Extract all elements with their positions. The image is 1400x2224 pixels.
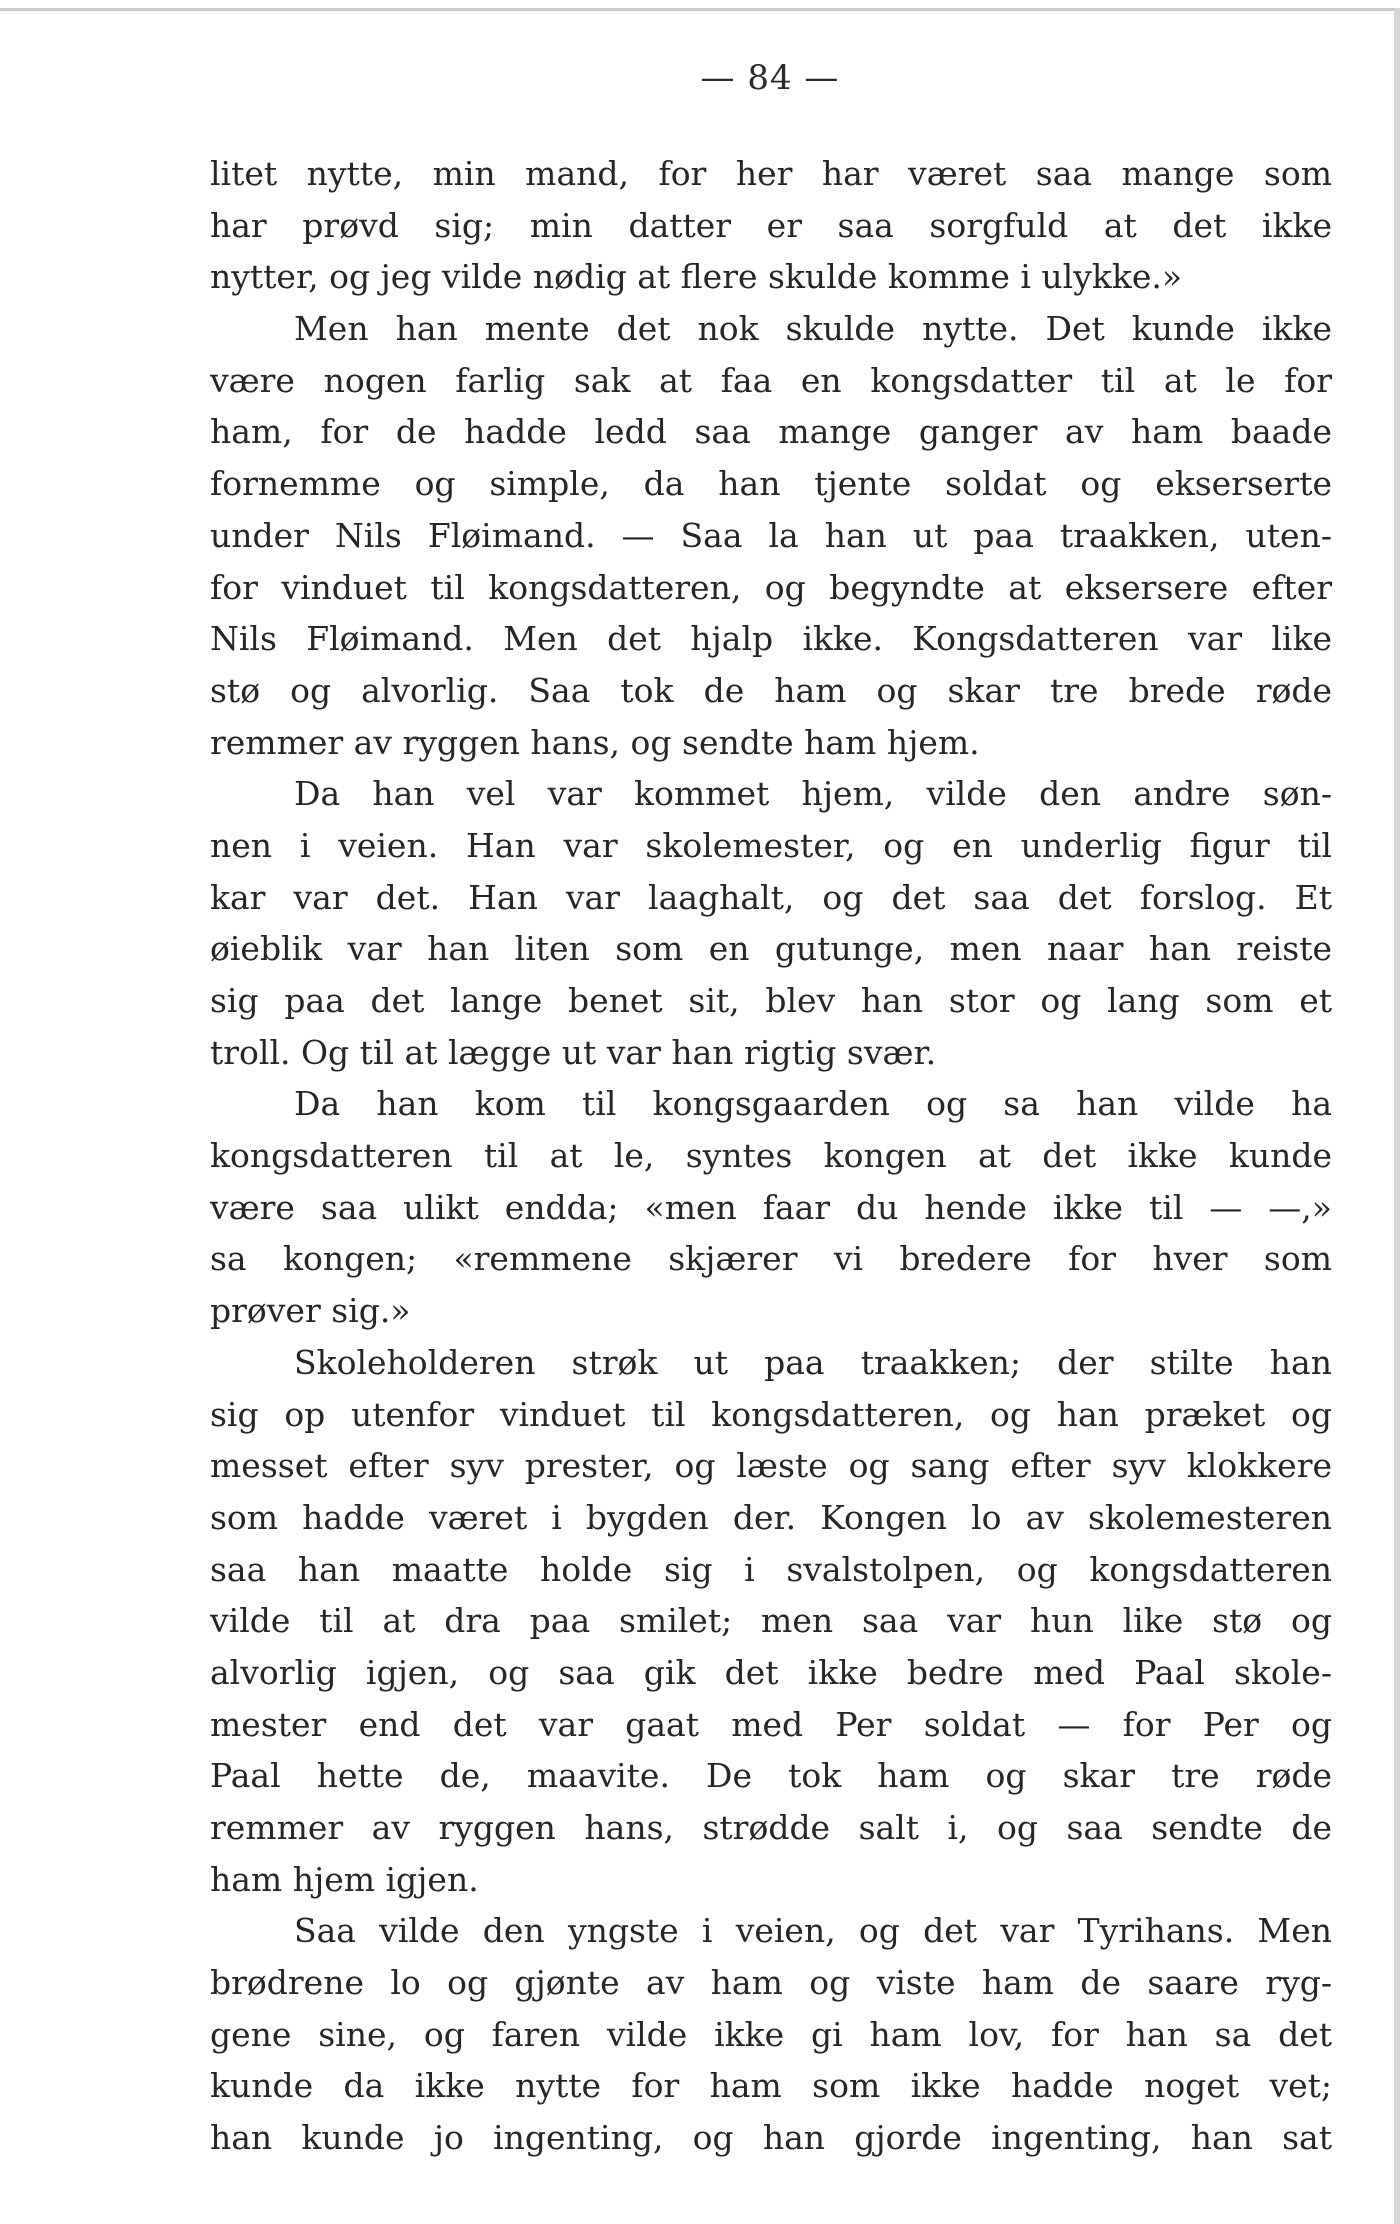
text-line: være saa ulikt endda; «men faar du hende ikke til — —,» [210,1187,1332,1227]
text-line: for vinduet til kongsdatteren, og begyndte at eksersere efter [210,567,1332,607]
text-line: som hadde været i bygden der. Kongen lo av skolemesteren [210,1497,1332,1537]
text-line: han kunde jo ingenting, og han gjorde ingenting, han sat [210,2118,1332,2158]
text-line: litet nytte, min mand, for her har været saa mange som [210,154,1332,193]
text-line: Nils Fløimand. Men det hjalp ikke. Kongsdatteren var like [210,619,1332,659]
text-line: under Nils Fløimand. — Saa la han ut paa traakken, uten- [210,515,1332,555]
text-line: være nogen farlig sak at faa en kongsdatter til at le for [210,360,1332,400]
scan-top-edge [0,8,1400,11]
text-line: har prøvd sig; min datter er saa sorgfuld at det ikke [210,205,1332,245]
scan-right-edge [1394,8,1400,2224]
text-line: nytter, og jeg vilde nødig at flere skulde komme i ulykke.» [210,257,1183,297]
text-line: ham, for de hadde ledd saa mange ganger av ham baade [210,412,1332,452]
text-line: alvorlig igjen, og saa gik det ikke bedre med Paal skole- [210,1652,1332,1692]
text-line: mester end det var gaat med Per soldat — for Per og [210,1704,1332,1744]
text-line: saa han maatte holde sig i svalstolpen, og kongsdatteren [210,1549,1332,1589]
text-line: Skoleholderen strøk ut paa traakken; der stilte han [294,1342,1332,1382]
text-line: kunde da ikke nytte for ham som ikke hadde noget vet; [210,2066,1332,2106]
text-line: Paal hette de, maavite. De tok ham og skar tre røde [210,1756,1332,1796]
text-line: kar var det. Han var laaghalt, og det saa det forslog. Et [210,877,1332,917]
text-line: gene sine, og faren vilde ikke gi ham lov, for han sa det [210,2014,1332,2054]
text-line: sa kongen; «remmene skjærer vi bredere for hver som [210,1239,1332,1279]
text-line: sig op utenfor vinduet til kongsdatteren, og han præket og [210,1394,1332,1434]
text-line: ham hjem igjen. [210,1859,479,1899]
text-line: Da han kom til kongsgaarden og sa han vilde ha [294,1084,1332,1124]
text-line: nen i veien. Han var skolemester, og en underlig figur til [210,825,1332,865]
page-number: — 84 — [700,58,840,98]
text-line: fornemme og simple, da han tjente soldat og ekserserte [210,464,1332,504]
text-line: Da han vel var kommet hjem, vilde den andre søn- [294,774,1332,814]
text-line: remmer av ryggen hans, og sendte ham hjem. [210,722,980,762]
text-line: remmer av ryggen hans, strødde salt i, og saa sendte de [210,1808,1332,1847]
text-line: messet efter syv prester, og læste og sang efter syv klokkere [210,1446,1332,1486]
text-line: kongsdatteren til at le, syntes kongen at det ikke kunde [210,1136,1332,1176]
text-line: Saa vilde den yngste i veien, og det var Tyrihans. Men [294,1911,1332,1951]
text-line: brødrene lo og gjønte av ham og viste ham de saare ryg- [210,1963,1332,2003]
text-line: sig paa det lange benet sit, blev han stor og lang som et [210,981,1332,1020]
text-line: vilde til at dra paa smilet; men saa var hun like stø og [210,1601,1332,1641]
text-line: stø og alvorlig. Saa tok de ham og skar tre brede røde [210,670,1332,710]
text-line: Men han mente det nok skulde nytte. Det kunde ikke [294,309,1332,349]
text-line: troll. Og til at lægge ut var han rigtig svær. [210,1032,937,1072]
body-text [210,148,1332,2164]
text-line: øieblik var han liten som en gutunge, men naar han reiste [210,929,1332,969]
text-line: prøver sig.» [210,1291,411,1331]
